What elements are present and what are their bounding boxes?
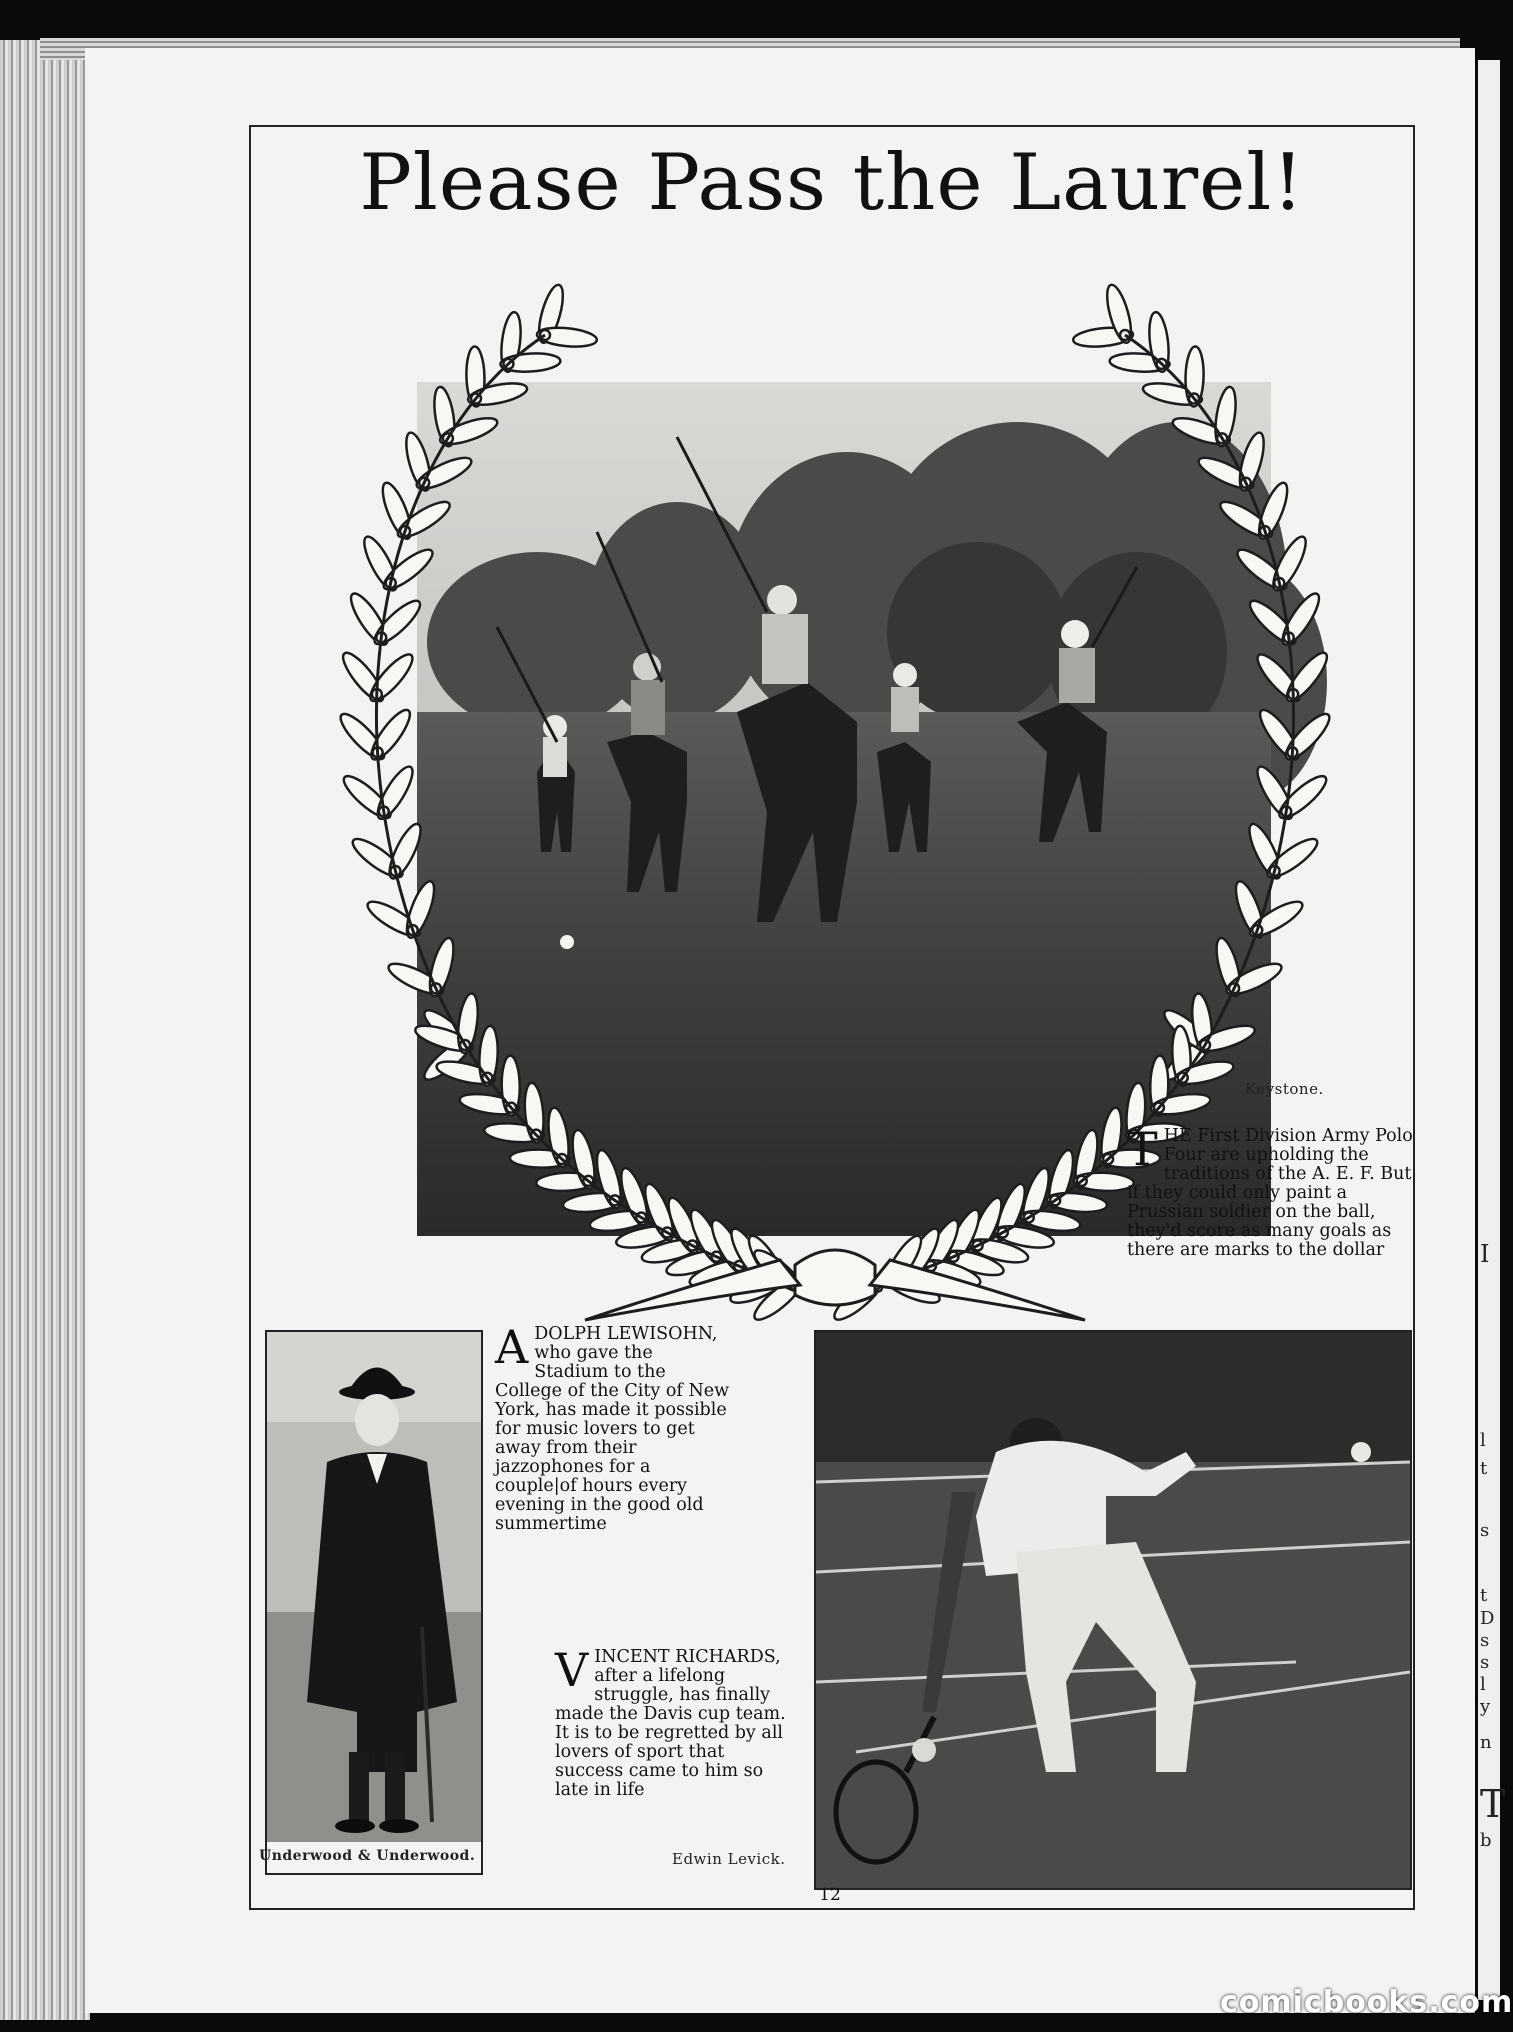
facing-page-fragment: I xyxy=(1480,1240,1490,1268)
facing-page-fragment: t xyxy=(1480,1458,1488,1479)
book-page-edges xyxy=(0,40,90,2020)
richards-tennis-photograph xyxy=(814,1330,1412,1890)
tennis-scene-illustration xyxy=(816,1332,1410,1888)
page-title: Please Pass the Laurel! xyxy=(359,138,1305,228)
caption-text: HE First Division Army Polo Four are upholding the traditions of the A. E. F. But if they could only paint a Prussian soldier on the ball, they'd score as many goals as there are marks to the dollar xyxy=(1127,1126,1413,1260)
lewisohn-portrait-illustration xyxy=(267,1332,481,1842)
caption-text: INCENT RICHARDS, after a lifelong struggle, has finally made the Davis cup team. It is to be regretted by all lovers of sport that success came to him so late in life xyxy=(555,1647,786,1800)
facing-page-strip xyxy=(1478,60,1506,2000)
richards-caption xyxy=(555,1643,787,1800)
drop-cap: A xyxy=(495,1320,529,1374)
lewisohn-photograph xyxy=(259,1330,483,1875)
facing-page-fragment: s xyxy=(1480,1652,1490,1673)
facing-page-fragment: y xyxy=(1480,1696,1491,1717)
facing-page-fragment: l xyxy=(1480,1674,1486,1695)
facing-page-fragment: T xyxy=(1480,1782,1506,1826)
photo-credit-underwood: Underwood & Underwood. xyxy=(259,1848,476,1864)
polo-caption xyxy=(1127,1122,1415,1260)
facing-page-fragment: b xyxy=(1480,1830,1492,1851)
facing-page-fragment: n xyxy=(1480,1732,1492,1753)
drop-cap: V xyxy=(555,1643,589,1697)
facing-page-fragment: l xyxy=(1480,1430,1486,1451)
facing-page-fragment: s xyxy=(1480,1520,1490,1541)
caption-text: DOLPH LEWISOHN, who gave the Stadium to the College of the City of New York, has made it possible for music lovers to get away from their jazzophones for a couple|of hours every evening in the good old summertime xyxy=(495,1324,730,1534)
facing-page-fragment: t xyxy=(1480,1585,1488,1606)
photo-credit-levick: Edwin Levick. xyxy=(672,1850,786,1868)
site-watermark: comicbooks.com xyxy=(1220,1985,1513,2020)
facing-page-fragment: s xyxy=(1480,1630,1490,1651)
facing-page-fragment: D xyxy=(1480,1608,1495,1629)
lewisohn-caption xyxy=(495,1320,731,1534)
photo-credit-keystone: Keystone. xyxy=(1245,1080,1324,1098)
drop-cap: T xyxy=(1127,1122,1158,1176)
page-number: 12 xyxy=(819,1885,841,1905)
